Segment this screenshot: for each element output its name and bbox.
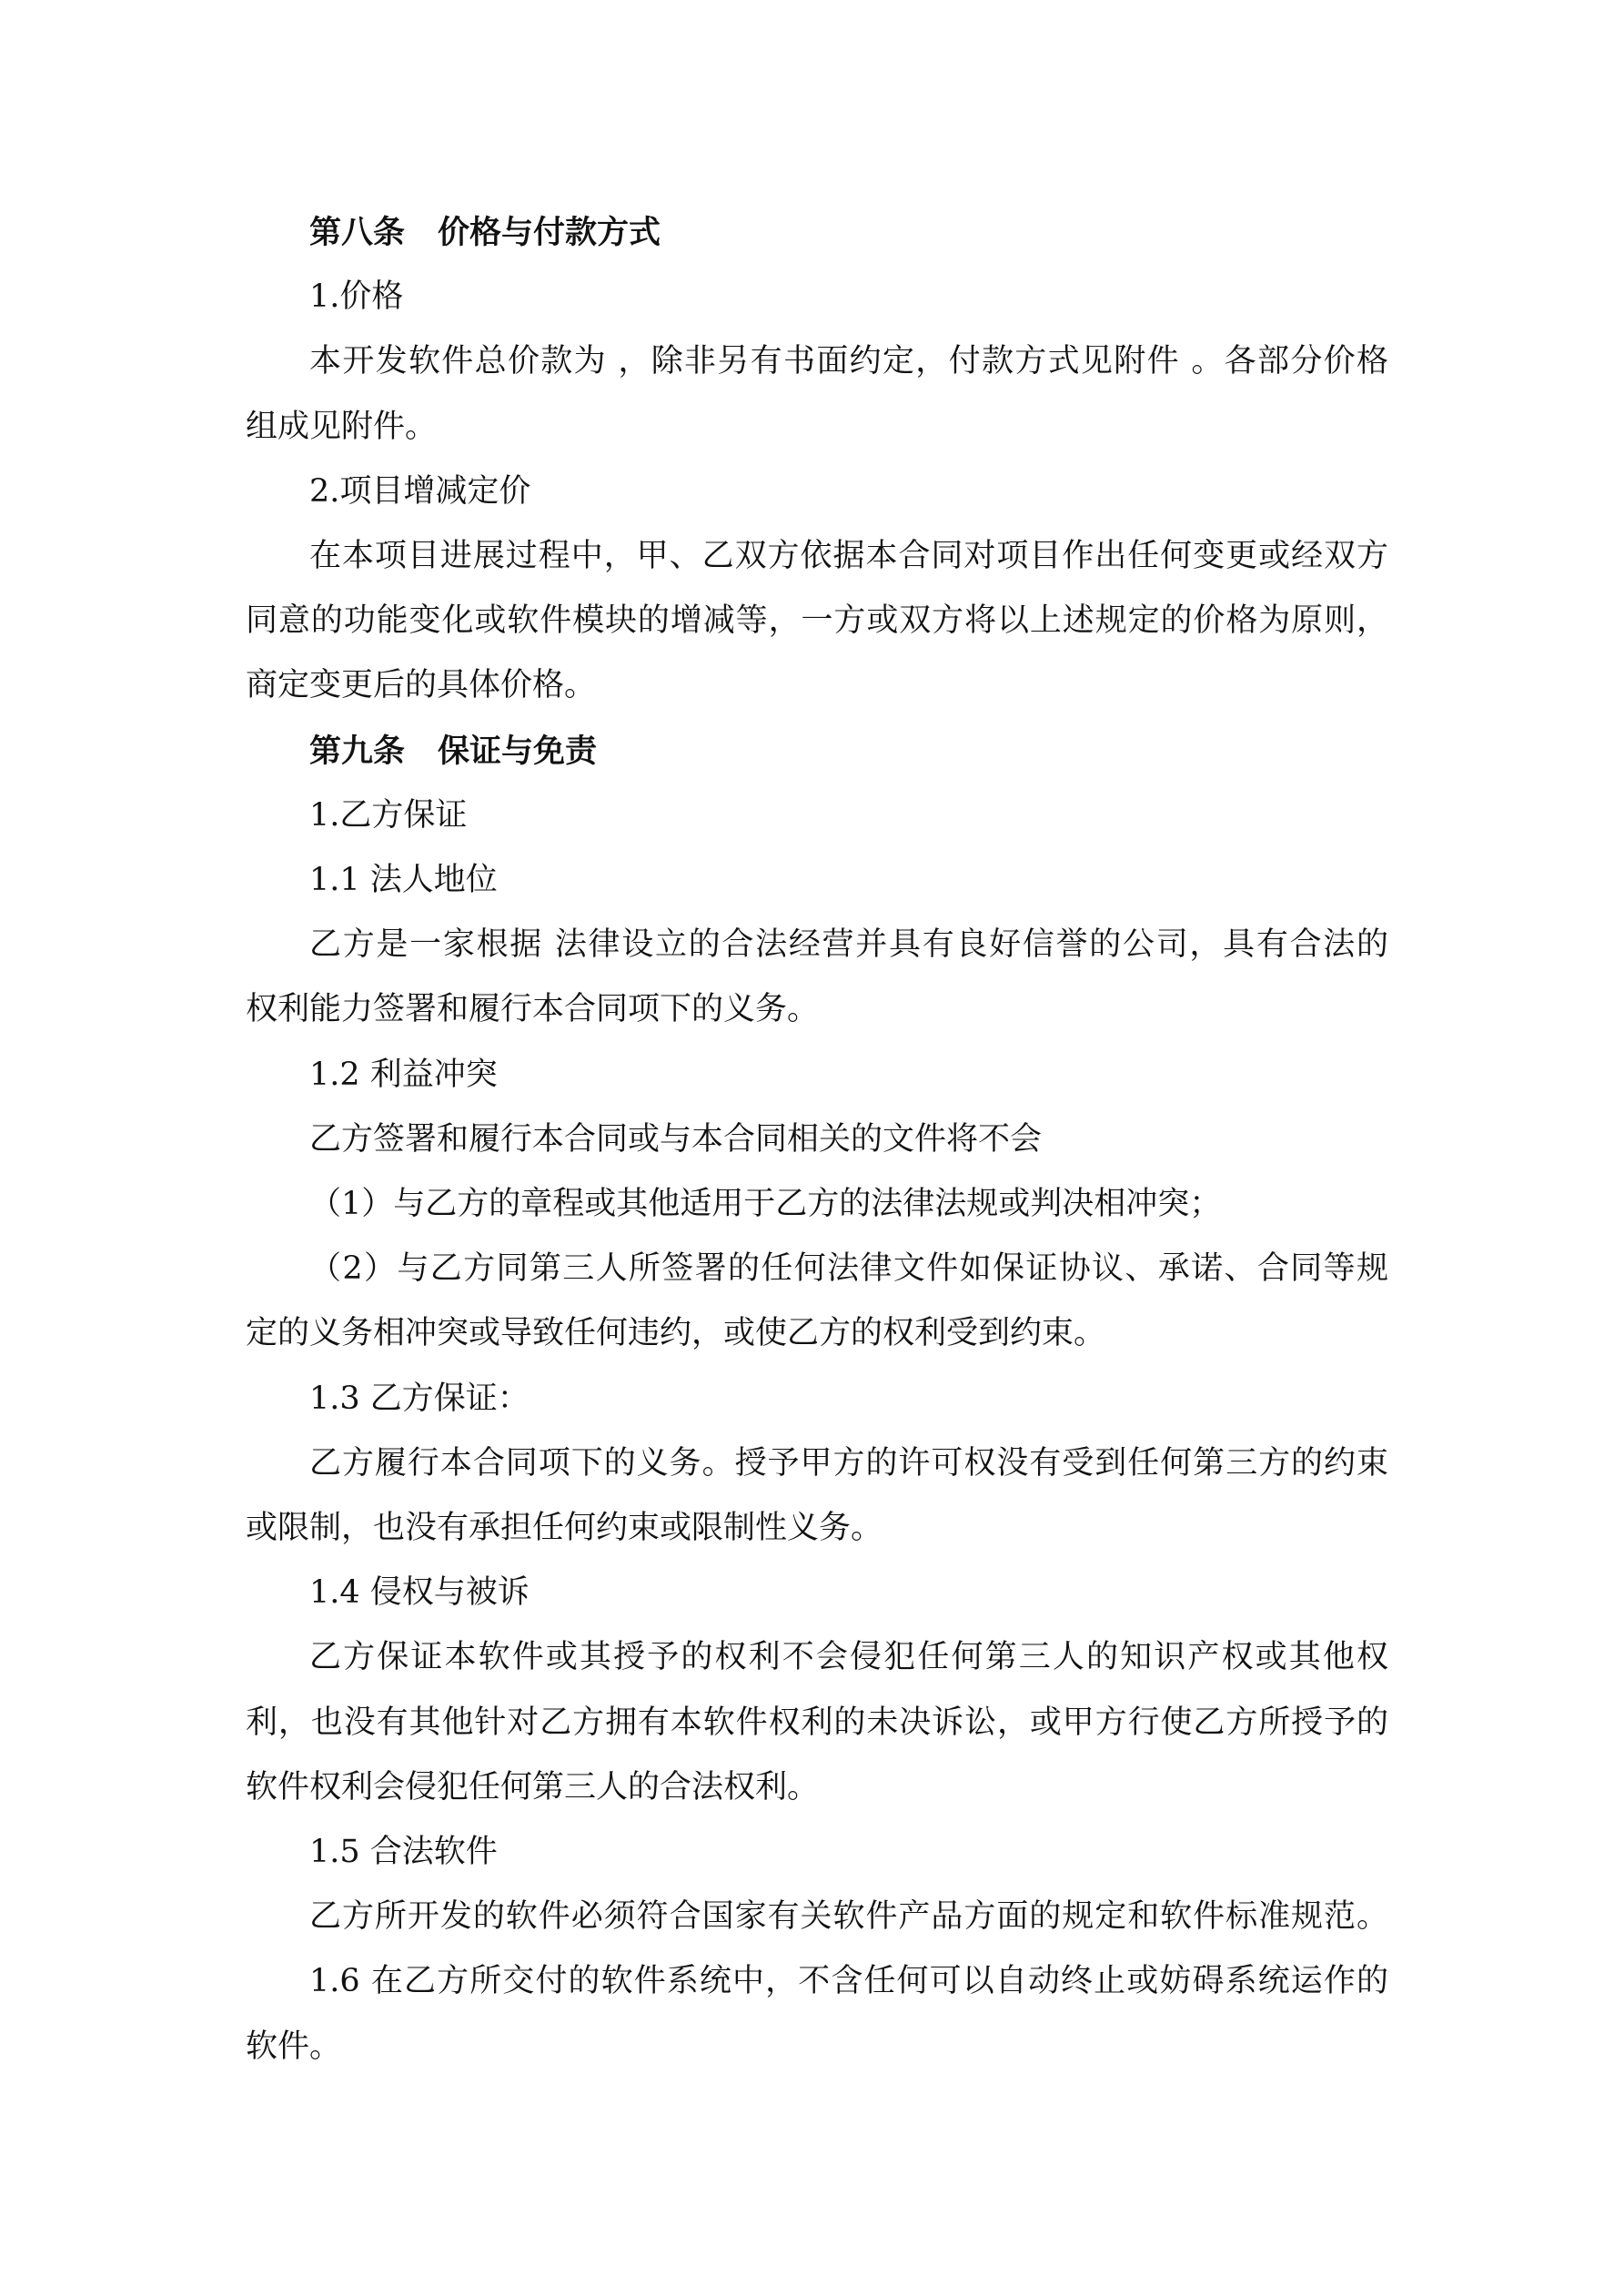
paragraph-line: 在本项目进展过程中，甲、乙双方依据本合同对项目作出任何变更或经双方 — [309, 538, 1388, 575]
section-heading: 1.价格 — [309, 278, 404, 316]
paragraph-line: 乙方所开发的软件必须符合国家有关软件产品方面的规定和软件标准规范。 — [309, 1898, 1388, 1936]
paragraph-line: 乙方保证本软件或其授予的权利不会侵犯任何第三人的知识产权或其他权 — [309, 1639, 1388, 1676]
paragraph-line: 权利能力签署和履行本合同项下的义务。 — [246, 991, 820, 1028]
paragraph-line: 组成见附件。 — [246, 408, 438, 445]
paragraph-line: 软件权利会侵犯任何第三人的合法权利。 — [246, 1768, 820, 1805]
paragraph-line: 本开发软件总价款为 ，除非另有书面约定，付款方式见附件 。各部分价格 — [309, 343, 1388, 380]
subsection-heading: 1.2 利益冲突 — [309, 1056, 498, 1093]
paragraph-line: 利，也没有其他针对乙方拥有本软件权利的未决诉讼，或甲方行使乙方所授予的 — [246, 1704, 1388, 1741]
paragraph-line: 或限制，也没有承担任何约束或限制性义务。 — [246, 1510, 883, 1547]
subsection-heading: 1.5 合法软件 — [309, 1834, 498, 1871]
paragraph-line: 乙方是一家根据 法律设立的合法经营并具有良好信誉的公司，具有合法的 — [309, 926, 1388, 964]
article-8-heading — [246, 200, 1388, 265]
paragraph-line: 同意的功能变化或软件模块的增减等，一方或双方将以上述规定的价格为原则， — [246, 602, 1388, 640]
article-9-number: 第九条 — [309, 732, 406, 770]
paragraph-line: 商定变更后的具体价格。 — [246, 667, 597, 704]
list-item: （1）与乙方的章程或其他适用于乙方的法律法规或判决相冲突； — [309, 1186, 1222, 1223]
section-heading: 1.乙方保证 — [309, 796, 468, 834]
article-9-heading — [246, 719, 1388, 784]
subsection-heading: 1.1 法人地位 — [309, 862, 498, 899]
paragraph-line: 软件。 — [246, 2028, 342, 2065]
article-8-number: 第八条 — [309, 214, 406, 251]
subsection-heading: 1.3 乙方保证： — [309, 1380, 530, 1417]
article-9-title: 保证与免责 — [438, 732, 598, 770]
paragraph-line: 乙方履行本合同项下的义务。授予甲方的许可权没有受到任何第三方的约束 — [309, 1444, 1388, 1482]
paragraph-line: 乙方签署和履行本合同或与本合同相关的文件将不会 — [309, 1120, 1043, 1158]
paragraph-line: 1.6 在乙方所交付的软件系统中，不含任何可以自动终止或妨碍系统运作的 — [309, 1963, 1388, 2000]
document-page — [246, 200, 1388, 2079]
list-item: （2）与乙方同第三人所签署的任何法律文件如保证协议、承诺、合同等规 — [309, 1250, 1388, 1288]
list-item-continuation: 定的义务相冲突或导致任何违约，或使乙方的权利受到约束。 — [246, 1315, 1106, 1352]
subsection-heading: 1.4 侵权与被诉 — [309, 1574, 530, 1612]
article-8-title: 价格与付款方式 — [438, 214, 661, 251]
section-heading: 2.项目增减定价 — [309, 472, 531, 510]
